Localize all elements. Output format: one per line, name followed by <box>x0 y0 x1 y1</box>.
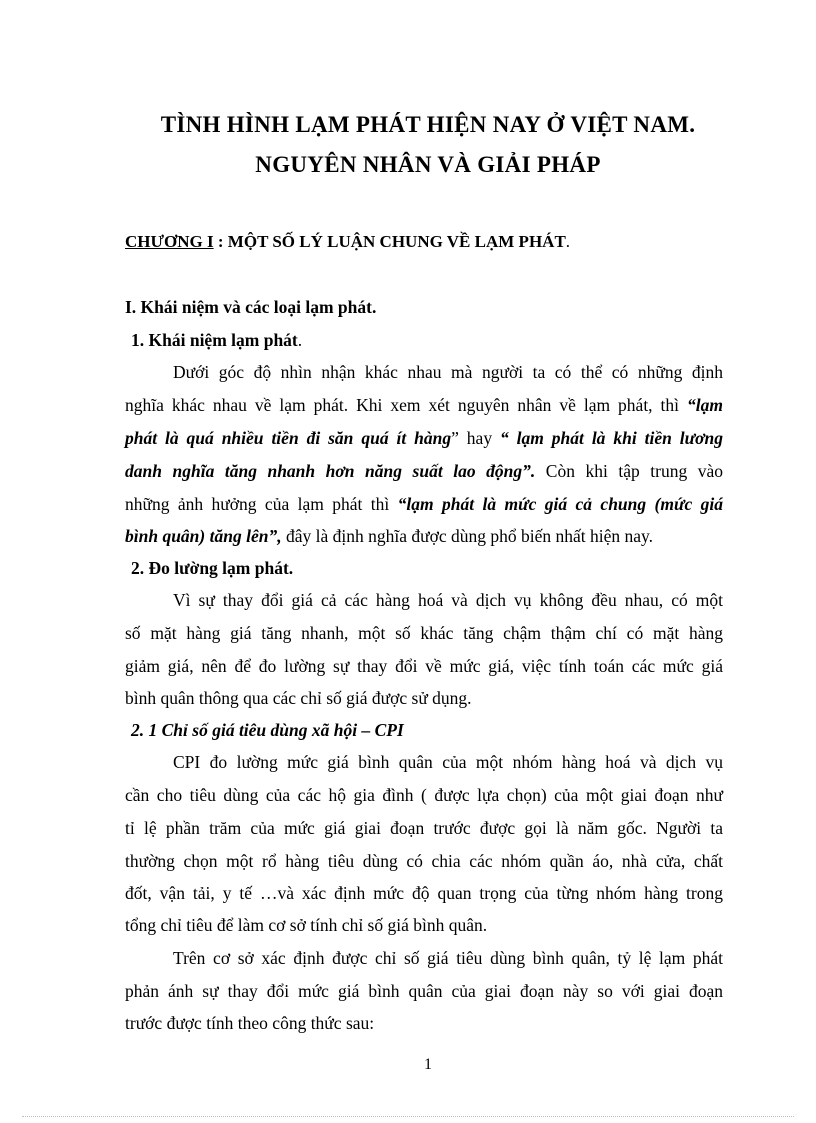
subsection-heading-1-text: 1. Khái niệm lạm phát <box>131 330 298 350</box>
paragraph-line <box>125 526 723 547</box>
text-run-emphasis: “lạm phát là mức giá cả chung (mức giá <box>397 494 723 514</box>
subsection-heading-1-period: . <box>297 330 303 350</box>
paragraph-line: Trên cơ sở xác định được chỉ số giá tiêu dùng bình quân, tỷ lệ lạm phát <box>173 948 723 968</box>
document-title-line-2: NGUYÊN NHÂN VÀ GIẢI PHÁP <box>255 152 601 177</box>
chapter-label: CHƯƠNG I <box>125 232 214 251</box>
text-run-emphasis: danh nghĩa tăng nhanh hơn năng suất lao động”. <box>125 461 536 481</box>
paragraph-line: trước được tính theo công thức sau: <box>125 1013 375 1033</box>
chapter-period: . <box>565 232 571 251</box>
paragraph-line: tỉ lệ phần trăm của mức giá giai đoạn trước được gọi là năm gốc. Người ta <box>125 818 723 838</box>
text-run: ” hay <box>451 428 500 448</box>
paragraph-line: số mặt hàng giá tăng nhanh, một số khác tăng chậm thậm chí có mặt hàng <box>125 623 723 643</box>
subsection-heading-1 <box>131 330 302 351</box>
page-number: 1 <box>424 1056 432 1073</box>
text-run-emphasis: “ lạm phát là khi tiền lương <box>499 428 723 448</box>
paragraph-line: cần cho tiêu dùng của các hộ gia đình ( được lựa chọn) của một giai đoạn như <box>125 785 723 805</box>
paragraph-line <box>125 494 723 515</box>
text-run-emphasis: phát là quá nhiều tiền đi săn quá ít hàng <box>125 428 452 448</box>
text-run-emphasis: bình quân) tăng lên”, <box>125 526 282 546</box>
text-run: nghĩa khác nhau về lạm phát. Khi xem xét nguyên nhân về lạm phát, thì <box>125 395 688 415</box>
paragraph-line: tổng chỉ tiêu để làm cơ sở tính chỉ số giá bình quân. <box>125 915 488 935</box>
chapter-separator: : <box>213 232 228 251</box>
subsection-heading-2-1: 2. 1 Chỉ số giá tiêu dùng xã hội – CPI <box>131 720 404 740</box>
paragraph-line: CPI đo lường mức giá bình quân của một nhóm hàng hoá và dịch vụ <box>173 752 723 772</box>
paragraph-line: thường chọn một rổ hàng tiêu dùng có chia các nhóm quần áo, nhà cửa, chất <box>125 851 723 871</box>
chapter-heading <box>125 232 570 252</box>
page-bottom-divider <box>22 1116 794 1117</box>
paragraph-line: Dưới góc độ nhìn nhận khác nhau mà người ta có thể có những định <box>173 362 723 382</box>
text-run: Còn khi tập trung vào <box>535 461 724 481</box>
paragraph-line: phản ánh sự thay đổi mức giá bình quân của giai đoạn này so với giai đoạn <box>125 981 723 1001</box>
paragraph-line: Vì sự thay đổi giá cả các hàng hoá và dịch vụ không đều nhau, có một <box>173 590 723 610</box>
section-heading-1: I. Khái niệm và các loại lạm phát. <box>125 297 377 317</box>
paragraph-line: bình quân thông qua các chỉ số giá được sử dụng. <box>125 688 472 708</box>
paragraph-line: giảm giá, nên để đo lường sự thay đổi về mức giá, việc tính toán các mức giá <box>125 656 723 676</box>
text-run: những ảnh hưởng của lạm phát thì <box>125 494 398 514</box>
document-title-line-1: TÌNH HÌNH LẠM PHÁT HIỆN NAY Ở VIỆT NAM. <box>160 112 696 137</box>
chapter-title: MỘT SỐ LÝ LUẬN CHUNG VỀ LẠM PHÁT <box>227 232 566 251</box>
paragraph-line <box>125 395 723 416</box>
paragraph-line: đốt, vận tải, y tế …và xác định mức độ quan trọng của từng nhóm hàng trong <box>125 883 723 903</box>
paragraph-line <box>125 461 723 482</box>
subsection-heading-2: 2. Đo lường lạm phát. <box>131 558 294 578</box>
paragraph-line <box>125 428 723 449</box>
text-run: đây là định nghĩa được dùng phổ biến nhất hiện nay. <box>281 526 653 546</box>
text-run-emphasis: “lạm <box>687 395 723 415</box>
